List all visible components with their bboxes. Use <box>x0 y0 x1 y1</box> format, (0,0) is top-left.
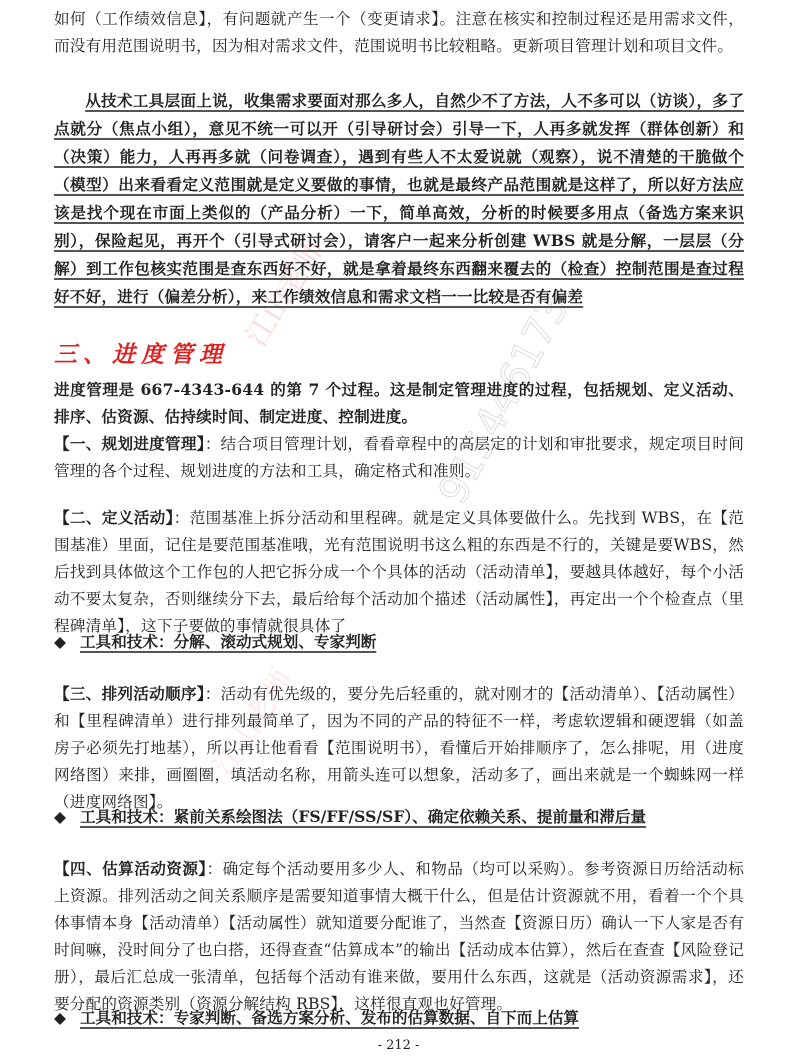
item-label: 【四、估算活动资源】 <box>54 859 207 878</box>
tools-line <box>54 628 376 655</box>
diamond-bullet-icon: ◆ <box>54 807 66 826</box>
tools-line <box>54 1004 579 1031</box>
watermark-text-2: 江山老师 <box>206 662 301 783</box>
item-text: ：结合项目管理计划，看看章程中的高层定的计划和审批要求，规定项目时间管理的各个过程、规划进度的方法和工具，确定格式和准则。 <box>54 435 744 480</box>
item-sequence-activities <box>54 680 744 816</box>
intro-paragraph: 如何（工作绩效信息】，有问题就产生一个（变更请求】。注意在核实和控制过程还是用需求文件，而没有用范围说明书，因为相对需求文件，范围说明书比较粗略。更新项目管理计划和项目文件。 <box>54 10 744 55</box>
section-summary: 进度管理是 667-4343-644 的第 7 个过程。这是制定管理进度的过程，包括规划、定义活动、排序、估资源、估持续时间、制定进度、控制进度。 <box>54 380 744 426</box>
tools-text: 工具和技术：分解、滚动式规划、专家判断 <box>80 632 377 651</box>
diamond-bullet-icon: ◆ <box>54 632 66 651</box>
section-heading: 三、进度管理 <box>54 341 228 368</box>
item-label: 【二、定义活动】 <box>54 508 174 527</box>
tools-text: 工具和技术：紧前关系绘图法（FS/FF/SS/SF）、确定依赖关系、提前量和滞后量 <box>80 807 647 826</box>
item-define-activities <box>54 504 744 640</box>
diamond-bullet-icon: ◆ <box>54 1008 66 1027</box>
requirements-tools-text: 从技术工具层面上说，收集需求要面对那么多人，自然少不了方法，人不多可以（访谈），多了点就分（焦点小组），意见不统一可以开（引导研讨会）引导一下，人再多就发挥（群体创新）和（决策）能力，人再再多就（问卷调查），遇到有些人不太爱说就（观察），说不清楚的干脆做个（模型）出来看看定义范围就是定义要做的事情，也就是最终产品范围就是这样了，所以好方法应该是找个现在市面上类似的（产品分析）一下，简单高效，分析的时候要多用点（备选方案来识别），保险起见，再开个（引导式研讨会），请客户一起来分析创建 WBS 就是分解，一层层（分解）到工作包核实范围是查东西好不好，就是拿着最终东西翻来覆去的（检查）控制范围是查过程好不好，进行（偏差分析），来工作绩效信息和需求文档一一比较是否有偏差 <box>54 91 744 306</box>
page-number: - 212 - <box>377 1038 420 1053</box>
item-label: 【一、规划进度管理】 <box>54 434 205 453</box>
item-plan-schedule <box>54 430 744 485</box>
item-estimate-resources <box>54 855 744 1018</box>
requirements-tools-paragraph <box>54 87 744 311</box>
tools-line <box>54 803 646 830</box>
watermark-text: 江山老师 <box>238 232 333 353</box>
item-text: ：活动有优先级的，要分先后轻重的，就对刚才的【活动清单）、【活动属性）和【里程碑清单）进行排列最简单了，因为不同的产品的特征不一样，考虑软逻辑和硬逻辑（如盖房子必须先打地基），所以再让他看看【范围说明书），看懂后开始排顺序了，怎么排呢，用（进度网络图）来排，画圈圈，填活动名称，用箭头连可以想象，活动多了，画出来就是一个蜘蛛网一样（进度网络图】。 <box>54 685 744 811</box>
watermark-number: 915446173 <box>430 287 579 512</box>
item-label: 【三、排列活动顺序】 <box>54 684 205 703</box>
item-text: ：确定每个活动要用多少人、和物品（均可以采购）。参考资源日历给活动标上资源。排列活动之间关系顺序是需要知道事情大概干什么，但是估计资源就不用，看着一个个具体事情本身【活动清单）【活动属性）就知道要分配谁了，当然查【资源日历）确认一下人家是否有时间嘛，没时间分了也白搭，还得查查“估算成本”的输出【活动成本估算），然后在查查【风险登记册），最后汇总成一张清单，包括每个活动有谁来做，要用什么东西，这就是（活动资源需求】，还要分配的资源类别（资源分解结构 RBS】，这样很直观也好管理。 <box>54 860 744 1013</box>
item-text: ：范围基准上拆分活动和里程碑。就是定义具体要做什么。先找到 WBS，在【范围基准）里面，记住是要范围基准哦，光有范围说明书这么粗的东西是不行的，关键是要WBS，然后找到具体做这个工作包的人把它拆分成一个个具体的活动（活动清单】，要越具体越好，每个小活动不要太复杂，否则继续分下去，最后给每个活动加个描述（活动属性】，再定出一个个检查点（里程碑清单】，这下子要做的事情就很具体了 <box>54 509 744 635</box>
tools-text: 工具和技术：专家判断、备选方案分析、发布的估算数据、自下而上估算 <box>80 1008 580 1027</box>
